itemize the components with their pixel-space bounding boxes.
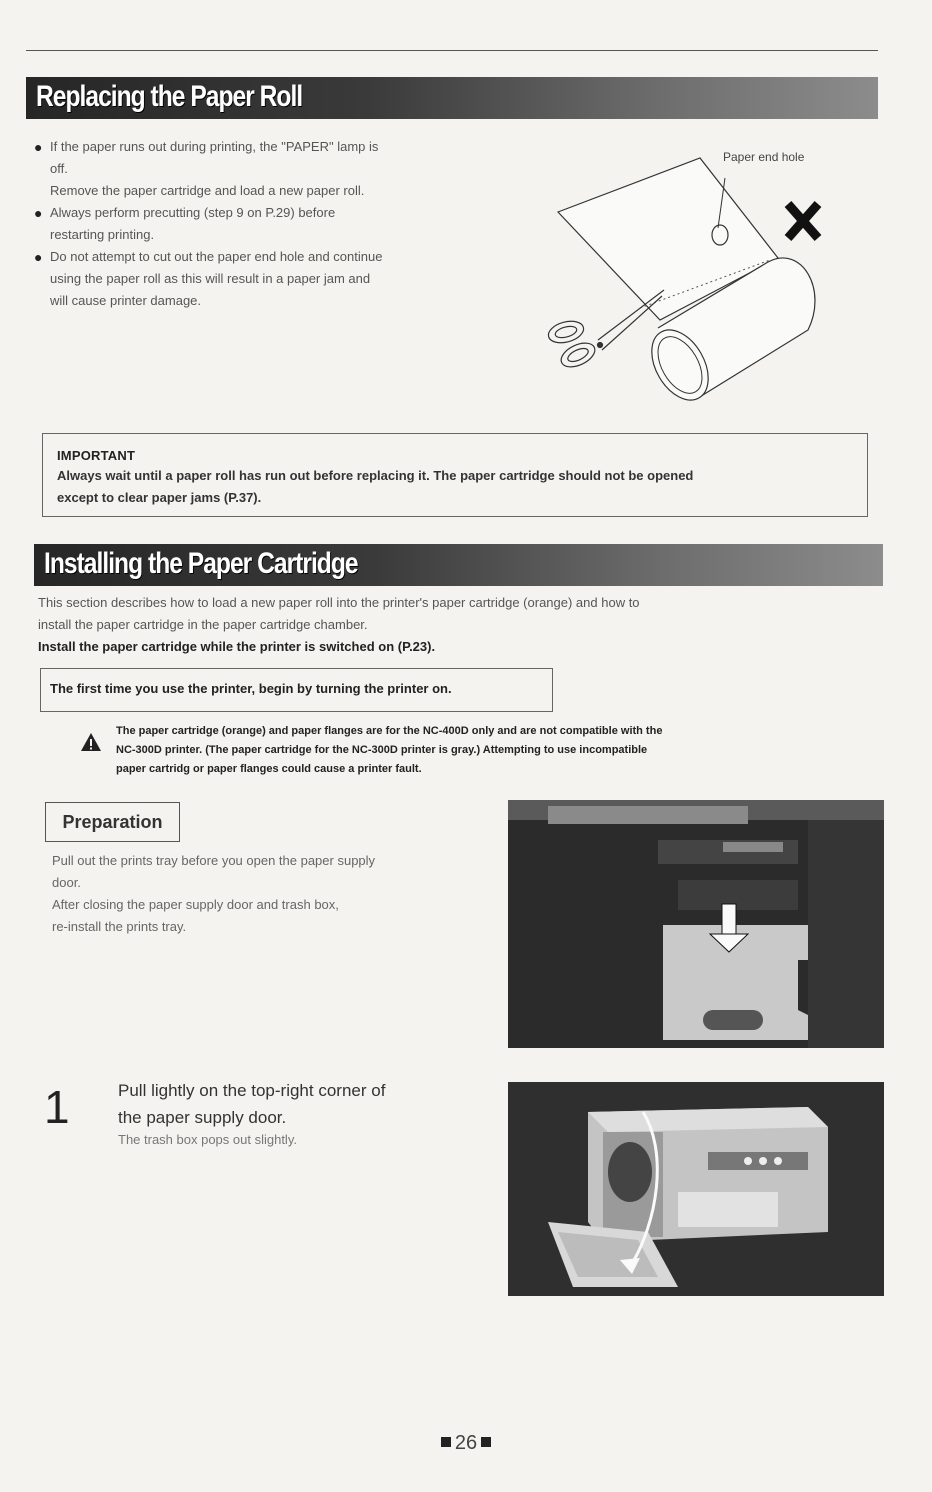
section-header-replacing	[26, 77, 878, 119]
bullet-text: Do not attempt to cut out the paper end hole and continue	[50, 249, 383, 264]
step-title-line: Pull lightly on the top-right corner of	[118, 1081, 386, 1100]
important-line: Always wait until a paper roll has run out before replacing it. The paper cartridge should not be opened	[57, 468, 694, 483]
preparation-line: Pull out the prints tray before you open the paper supply	[52, 853, 376, 868]
section-header-installing	[34, 544, 883, 586]
paper-supply-door-photo	[508, 1082, 884, 1296]
bullet-text: Always perform precutting (step 9 on P.29) before	[50, 205, 336, 220]
important-notice	[42, 433, 868, 517]
preparation-heading: Preparation	[45, 802, 180, 842]
bullet-icon: ●	[34, 205, 43, 221]
bullet-item	[34, 246, 504, 312]
bullet-text: Remove the paper cartridge and load a new paper roll.	[50, 183, 365, 198]
preparation-line: After closing the paper supply door and trash box,	[52, 897, 339, 912]
square-icon	[441, 1437, 451, 1447]
bullet-icon: ●	[34, 139, 43, 155]
step-number: 1	[44, 1081, 70, 1133]
top-rule	[26, 50, 878, 51]
intro-emphasis: Install the paper cartridge while the printer is switched on (P.23).	[38, 639, 436, 654]
important-line: except to clear paper jams (P.37).	[57, 490, 262, 505]
first-time-notice: The first time you use the printer, begin by turning the printer on.	[40, 668, 553, 712]
section-intro	[38, 592, 858, 658]
section-title: Replacing the Paper Roll	[36, 80, 303, 113]
bullet-text: restarting printing.	[50, 227, 155, 242]
step-note: The trash box pops out slightly.	[118, 1132, 297, 1147]
figure-label: Paper end hole	[723, 150, 805, 164]
preparation-text	[52, 850, 492, 938]
preparation-line: re-install the prints tray.	[52, 919, 187, 934]
warning-line: NC-300D printer. (The paper cartridge for the NC-300D printer is gray.) Attempting to use incompatible	[116, 744, 648, 756]
warning-icon	[80, 732, 102, 752]
step-title	[118, 1077, 498, 1131]
warning-line: paper cartridg or paper flanges could cause a printer fault.	[116, 763, 422, 775]
page-number-text: 26	[454, 1432, 478, 1454]
preparation-line: door.	[52, 875, 81, 890]
important-text	[57, 465, 853, 509]
bullet-item	[34, 136, 504, 202]
bullet-list	[34, 136, 504, 312]
section-title: Installing the Paper Cartridge	[44, 547, 358, 580]
compatibility-warning	[116, 722, 868, 779]
bullet-icon: ●	[34, 249, 43, 265]
prints-tray-photo	[508, 800, 884, 1048]
bullet-text: off.	[50, 161, 68, 176]
bullet-text: will cause printer damage.	[50, 293, 202, 308]
bullet-text: using the paper roll as this will result in a paper jam and	[50, 271, 371, 286]
paper-roll-scissors-illustration	[540, 140, 840, 410]
warning-line: The paper cartridge (orange) and paper flanges are for the NC-400D only and are not compatible with the	[116, 725, 663, 737]
intro-line: This section describes how to load a new paper roll into the printer's paper cartridge (orange) and how to	[38, 595, 640, 610]
prohibited-x-icon	[788, 204, 818, 238]
bullet-text: If the paper runs out during printing, the "PAPER" lamp is	[50, 139, 379, 154]
step-title-line: the paper supply door.	[118, 1108, 287, 1127]
bullet-item	[34, 202, 504, 246]
page-number	[0, 1432, 932, 1455]
important-title: IMPORTANT	[57, 448, 136, 463]
square-icon	[481, 1437, 491, 1447]
intro-line: install the paper cartridge in the paper cartridge chamber.	[38, 617, 368, 632]
